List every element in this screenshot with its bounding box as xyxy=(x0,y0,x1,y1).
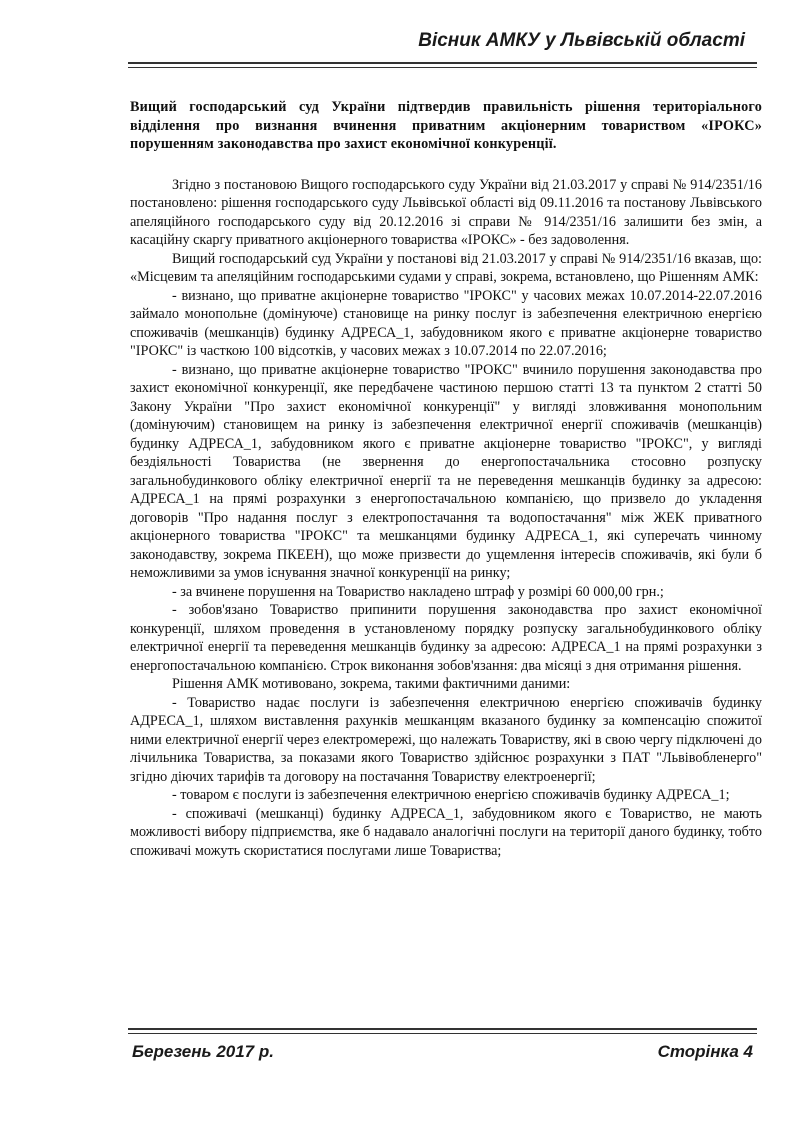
list-item-dominance: - визнано, що приватне акціонерне товариство "ІРОКС" у часових межах 10.07.2014-22.07.2016 займало монопольне (домінуюче) становище на ринку послуг із забезпечення електричною енергією споживачів (мешканців) будинку АДРЕСА_1, забудовником якого є приватне акціонерне товариство "ІРОКС" із часткою 100 відсотків, у часових межах з 10.07.2014 по 22.07.2016; xyxy=(130,287,762,359)
paragraph-resolution: Згідно з постановою Вищого господарського суду України від 21.03.2017 у справі № 914/2351/16 постановлено: рішення господарського суду Львівської області від 09.11.2016 та постанову Львівського апеляційного господарського суду від 20.12.2016 зі справи № 914/2351/16 залишити без змін, а касаційну скаргу приватного акціонерного товариства «ІРОКС» - без задоволення. xyxy=(130,176,762,248)
list-item-obligation: - зобов'язано Товариство припинити порушення законодавства про захист економічної конкуренції, шляхом проведення в установленому порядку розпуску загальнобудинкового обліку електричної енергії та переведення мешканців будинку за адресою: АДРЕСА_1 на прямі розрахунки з енергопостачальною компанією. Строк виконання зобов'язання: два місяці з дня отримання рішення. xyxy=(130,602,762,674)
list-item-goods: - товаром є послуги із забезпечення електричною енергією споживачів будинку АДРЕСА_1; xyxy=(172,787,730,803)
header-rule-thin xyxy=(128,67,757,68)
bulletin-title: Вісник АМКУ у Львівській області xyxy=(418,30,745,51)
paragraph-court-statement: Вищий господарський суд України у постанові від 21.03.2017 у справі № 914/2351/16 вказав, що: «Місцевим та апеляційним господарськими судами у справі, зокрема, встановлено, що Рішенням АМК: xyxy=(130,250,762,285)
page-number: Сторінка 4 xyxy=(657,1042,753,1061)
header-rule xyxy=(128,62,757,64)
issue-date: Березень 2017 р. xyxy=(132,1042,274,1061)
footer-rule xyxy=(128,1028,757,1030)
paragraph-motivation: Рішення АМК мотивовано, зокрема, такими фактичними даними: xyxy=(172,676,571,692)
article-headline: Вищий господарський суд України підтвердив правильність рішення територіального відділення про визнання вчинення приватним акціонерним товариством «ІРОКС» порушенням законодавства про захист економічної конкуренції. xyxy=(130,99,762,152)
list-item-consumers: - споживачі (мешканці) будинку АДРЕСА_1, забудовником якого є Товариство, не мають можливості вибору підприємства, яке б надавало аналогічні послуги на території даного будинку, тобто споживачі можуть скористатися послугами лише Товариства; xyxy=(130,805,762,859)
list-item-fine: - за вчинене порушення на Товариство накладено штраф у розмірі 60 000,00 грн.; xyxy=(172,583,664,600)
footer-rule-thin xyxy=(128,1033,757,1034)
list-item-violation: - визнано, що приватне акціонерне товариство "ІРОКС" вчинило порушення законодавства про захист економічної конкуренції, яке передбачене частиною першою статті 13 та пунктом 2 статті 50 Закону України "Про захист економічної конкуренції" у вигляді зловживання монопольним (домінуючим) становищем на ринку із забезпечення електричної енергії споживачів (мешканців) будинку АДРЕСА_1, забудовником якого є приватне акціонерне товариство "ІРОКС", у вигляді бездіяльності Товариства (не звернення до енергопостачальника стосовно розпуску загальнобудинкового обліку електричної енергії та не переведення мешканців будинку за адресою: АДРЕСА_1 на прямі розрахунки з енергопостачальною компанією, що призвело до укладення договорів "Про надання послуг з електропостачання та водопостачання" між ЖЕК приватного акціонерного товариства "ІРОКС" та мешканцями будинку АДРЕСА_1, які суперечать чинному законодавству, зокрема ПКЕЕН), що може призвести до ущемлення інтересів споживачів, які були б неможливими за умов існування значної конкуренції на ринку; xyxy=(130,361,762,581)
article-body xyxy=(130,98,762,860)
list-item-services: - Товариство надає послуги із забезпечення електричною енергією споживачів будинку АДРЕСА_1, шляхом виставлення рахунків мешканцям вказаного будинку за компенсацію спожитої ними електричної енергії через електромережі, що належать Товариству, які в свою чергу підключені до лічильника Товариства, за показами якого Товариство здійснює розрахунки з ПАТ "Львівобленерго" згідно діючих тарифів та договору на постачання Товариству електроенергії; xyxy=(130,694,762,785)
